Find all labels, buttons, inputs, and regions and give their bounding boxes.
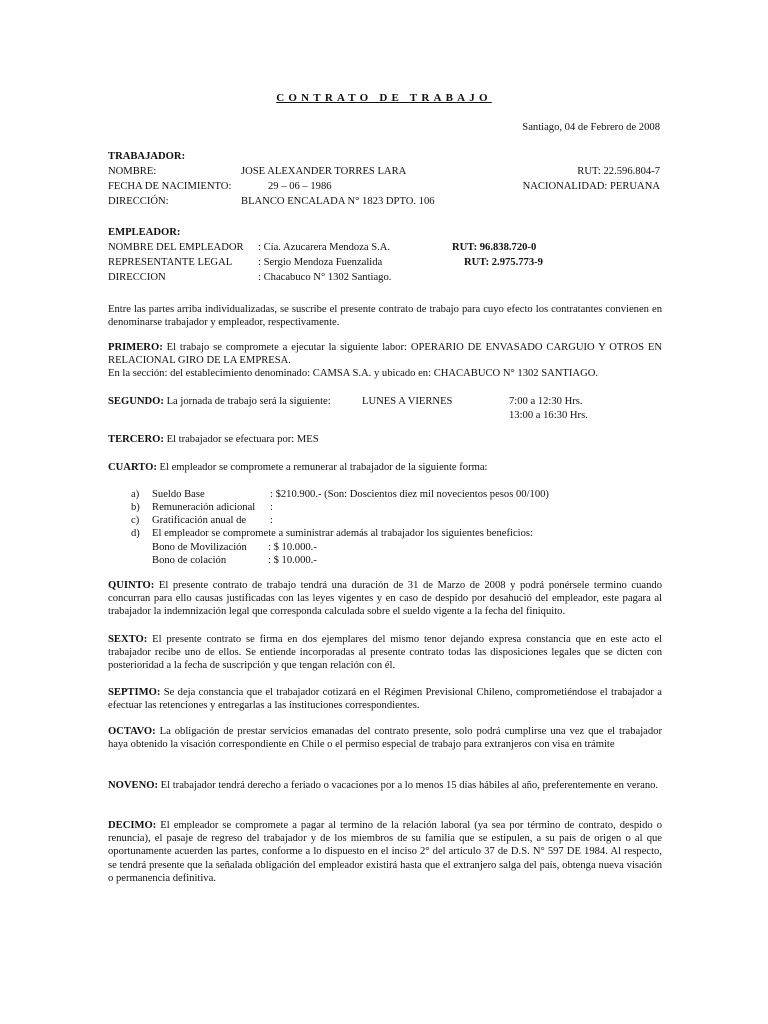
trabajador-direccion-value: BLANCO ENCALADA N° 1823 DPTO. 106 (241, 196, 435, 207)
segundo-text: La jornada de trabajo será la siguiente: (163, 396, 331, 407)
clause-cuarto (108, 461, 488, 474)
trabajador-heading: TRABAJADOR: (108, 151, 186, 162)
quinto-label: QUINTO: (108, 580, 155, 591)
bono-movilizacion-value: : $ 10.000.- (268, 542, 317, 553)
trabajador-rut: RUT: 22.596.804-7 (577, 166, 660, 177)
representante-rut: RUT: 2.975.773-9 (464, 257, 543, 268)
empleador-heading: EMPLEADOR: (108, 227, 181, 238)
cuarto-text: El empleador se compromete a remunerar al trabajador de la siguiente forma: (156, 462, 488, 473)
clause-septimo (108, 686, 662, 712)
bono-colacion-value: : $ 10.000.- (268, 555, 317, 566)
item-c-value: : (270, 515, 273, 526)
document-title: CONTRATO DE TRABAJO (276, 92, 492, 104)
primero-label: PRIMERO: (108, 342, 163, 353)
decimo-label: DECIMO: (108, 820, 157, 831)
item-b-label: Remuneración adicional (152, 502, 256, 513)
clause-quinto (108, 579, 662, 619)
cuarto-label: CUARTO: (108, 462, 157, 473)
intro-text: Entre las partes arriba individualizadas, se suscribe el presente contrato de trabajo para cuyo efecto los contratantes convienen en denominarse trabajador y empleador, respectivamente. (108, 304, 662, 329)
item-c-label: Gratificación anual de (152, 515, 247, 526)
trabajador-nombre-value: JOSE ALEXANDER TORRES LARA (241, 166, 407, 177)
octavo-label: OCTAVO: (108, 726, 156, 737)
clause-tercero (108, 433, 319, 446)
empleador-direccion-label: DIRECCION (108, 272, 166, 283)
item-a-value: : $210.900.- (Son: Doscientos diez mil novecientos pesos 00/100) (270, 489, 549, 500)
segundo-label: SEGUNDO: (108, 396, 164, 407)
clause-segundo (108, 395, 331, 408)
segundo-hours-2: 13:00 a 16:30 Hrs. (509, 410, 588, 421)
quinto-text: El presente contrato de trabajo tendrá una duración de 31 de Marzo de 2008 y podrá ponérsele termino cuando concurran para ello causas justificadas con las leyes vigentes y en caso de despido por desahució del empleador, este pagara al trabajador la indemnización legal que corresponda calculada sobre el sueldo vigente a la fecha del finiquito. (108, 580, 662, 618)
sexto-text: El presente contrato se firma en dos ejemplares del mismo tenor dejando expresa constancia que en este acto el trabajador recibe uno de ellos. Se entiende incorporadas al presente contrato todas las disposiciones legales que se dicten con posterioridad a la fecha de suscripción y que tengan relación con él. (108, 634, 662, 672)
empleador-rut: RUT: 96.838.720-0 (452, 242, 537, 253)
clause-primero (108, 341, 662, 381)
intro-paragraph (108, 303, 662, 329)
primero-text: El trabajo se compromete a ejecutar la siguiente labor: OPERARIO DE ENVASADO CARGUIO Y OTROS EN RELACIONAL GIRO DE LA EMPRESA. (108, 342, 662, 367)
document-date: Santiago, 04 de Febrero de 2008 (522, 122, 660, 133)
item-d-letter: d) (131, 528, 140, 539)
trabajador-nacimiento-value: 29 – 06 – 1986 (268, 181, 332, 192)
representante-value: : Sergio Mendoza Fuenzalida (258, 257, 383, 268)
item-b-letter: b) (131, 502, 140, 513)
item-d-text: El empleador se compromete a suministrar además al trabajador los siguientes beneficios: (152, 528, 533, 539)
clause-octavo (108, 725, 662, 751)
clause-sexto (108, 633, 662, 673)
clause-noveno (108, 779, 662, 792)
segundo-days: LUNES A VIERNES (362, 396, 453, 407)
clause-decimo (108, 819, 662, 885)
trabajador-nacionalidad: NACIONALIDAD: PERUANA (522, 181, 660, 192)
sexto-label: SEXTO: (108, 634, 148, 645)
trabajador-direccion-label: DIRECCIÓN: (108, 196, 169, 207)
primero-line2: En la sección: del establecimiento denominado: CAMSA S.A. y ubicado en: CHACABUCO N° 1302 SANTIAGO. (108, 368, 599, 380)
trabajador-nombre-label: NOMBRE: (108, 166, 157, 177)
empleador-direccion-value: : Chacabuco N° 1302 Santiago. (258, 272, 392, 283)
tercero-label: TERCERO: (108, 434, 164, 445)
item-c-letter: c) (131, 515, 140, 526)
item-a-letter: a) (131, 489, 140, 500)
item-b-value: : (270, 502, 273, 513)
empleador-nombre-label: NOMBRE DEL EMPLEADOR (108, 242, 244, 253)
decimo-text: El empleador se compromete a pagar al termino de la relación laboral (ya sea por término de contrato, despido o renuncia), el pasaje de regreso del trabajador y de los miembros de su familia que se estipulen, a su país de origen o al que oportunamente acuerden las partes, conforme a lo dispuesto en el inciso 2° del artículo 37 de D.S. N° 597 DE 1984. Al respecto, se tendrá presente que la señalada obligación del empleador existirá hasta que el extranjero salga del país, obtenga nueva visación o permanencia definitiva. (108, 820, 662, 884)
item-a-label: Sueldo Base (152, 489, 205, 500)
representante-label: REPRESENTANTE LEGAL (108, 257, 233, 268)
septimo-label: SEPTIMO: (108, 687, 161, 698)
empleador-nombre-value: : Cía. Azucarera Mendoza S.A. (258, 242, 391, 253)
segundo-hours-1: 7:00 a 12:30 Hrs. (509, 396, 583, 407)
noveno-label: NOVENO: (108, 780, 159, 791)
trabajador-nacimiento-label: FECHA DE NACIMIENTO: (108, 181, 232, 192)
tercero-text: El trabajador se efectuara por: MES (163, 434, 319, 445)
septimo-text: Se deja constancia que el trabajador cotizará en el Régimen Previsional Chileno, comprometiéndose el trabajador a efectuar las retenciones y entregarlas a las instituciones correspondientes. (108, 687, 662, 712)
noveno-text: El trabajador tendrá derecho a feriado o vacaciones por a lo menos 15 días hábiles al año, preferentemente en verano. (158, 780, 659, 791)
bono-colacion-label: Bono de colación (152, 555, 227, 566)
octavo-text: La obligación de prestar servicios emanadas del contrato presente, solo podrá cumplirse una vez que el trabajador haya obtenido la visación correspondiente en Chile o el permiso especial de trabajo para extranjeros con visa en trámite (108, 726, 662, 751)
bono-movilizacion-label: Bono de Movilización (152, 542, 247, 553)
